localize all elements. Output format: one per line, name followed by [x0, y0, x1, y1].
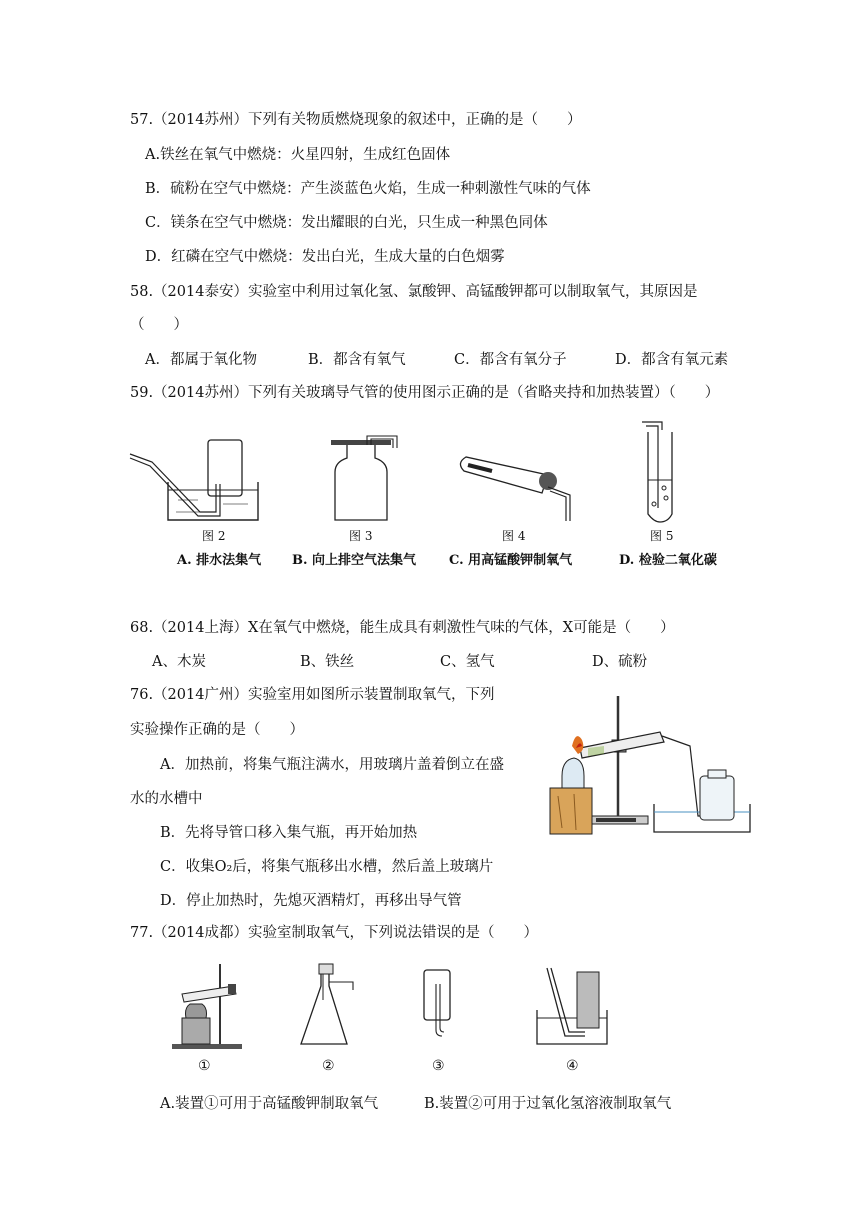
q77-apparatus-3-diagram: [418, 964, 458, 1044]
q76-stem-line1: 76.（2014广州）实验室用如图所示装置制取氧气，下列: [130, 687, 495, 703]
fig2-water-displacement-diagram: [128, 432, 268, 524]
fig5-caption: 图 5: [650, 529, 674, 543]
q57-stem: 57.（2014苏州）下列有关物质燃烧现象的叙述中，正确的是（ ）: [130, 112, 582, 128]
q76-option-d: D．停止加热时，先熄灭酒精灯，再移出导气管: [160, 893, 462, 909]
q77-stem: 77.（2014成都）实验室制取氧气，下列说法错误的是（ ）: [130, 925, 538, 941]
fig4-caption: 图 4: [502, 529, 526, 543]
fig4-test-tube-heating-diagram: [452, 445, 587, 525]
fig2-caption: 图 2: [202, 529, 226, 543]
q77-apparatus-4-diagram: [533, 962, 613, 1050]
q58-stem: 58.（2014泰安）实验室中利用过氧化氢、氯酸钾、高锰酸钾都可以制取氧气，其原因是: [130, 284, 698, 300]
q76-option-a-line1: A．加热前，将集气瓶注满水，用玻璃片盖着倒立在盛: [160, 757, 504, 773]
fig3-caption: 图 3: [349, 529, 373, 543]
q59-option-c: C. 用高锰酸钾制氧气: [449, 553, 573, 568]
q59-option-b: B. 向上排空气法集气: [292, 553, 417, 568]
q76-apparatus-diagram: [540, 688, 756, 844]
q68-option-a: A、木炭: [152, 654, 206, 670]
q68-stem: 68.（2014上海）X在氧气中燃烧，能生成具有刺激性气味的气体，X可能是（ ）: [130, 620, 675, 636]
q59-stem: 59.（2014苏州）下列有关玻璃导气管的使用图示正确的是（省略夹持和加热装置）（ ）: [130, 385, 720, 401]
q77-apparatus-2-diagram: [293, 960, 363, 1052]
q77-apparatus-1-diagram: [168, 960, 248, 1052]
q58-option-b: B．都含有氧气: [308, 352, 406, 368]
q77-option-a: A.装置①可用于高锰酸钾制取氧气: [160, 1096, 379, 1112]
q77-fig-label-3: ③: [432, 1058, 445, 1074]
q77-fig-label-2: ②: [322, 1058, 335, 1074]
q57-option-a: A.铁丝在氧气中燃烧：火星四射，生成红色固体: [145, 147, 451, 163]
q68-option-b: B、铁丝: [300, 654, 355, 670]
q57-option-d: D．红磷在空气中燃烧：发出白光，生成大量的白色烟雾: [145, 249, 505, 265]
q59-option-a: A. 排水法集气: [177, 553, 262, 568]
q68-option-c: C、氢气: [440, 654, 495, 670]
fig5-co2-test-diagram: [636, 418, 686, 524]
q58-stem-cont: （ ）: [130, 317, 188, 333]
q77-option-b: B.装置②可用于过氧化氢溶液制取氧气: [424, 1096, 672, 1112]
fig3-upward-air-bottle-diagram: [325, 434, 415, 524]
q76-option-b: B．先将导管口移入集气瓶，再开始加热: [160, 825, 418, 841]
q58-option-a: A．都属于氧化物: [145, 352, 257, 368]
q57-option-b: B．硫粉在空气中燃烧：产生淡蓝色火焰，生成一种刺激性气味的气体: [145, 181, 591, 197]
q57-option-c: C．镁条在空气中燃烧：发出耀眼的白光，只生成一种黑色同体: [145, 215, 548, 231]
q77-fig-label-4: ④: [566, 1058, 579, 1074]
q76-option-c: C．收集O₂后，将集气瓶移出水槽，然后盖上玻璃片: [160, 859, 494, 875]
q58-option-c: C．都含有氧分子: [454, 352, 567, 368]
q76-option-a-line2: 水的水槽中: [130, 791, 203, 807]
q59-option-d: D. 检验二氧化碳: [619, 553, 717, 568]
q77-fig-label-1: ①: [198, 1058, 211, 1074]
q58-option-d: D．都含有氧元素: [615, 352, 729, 368]
q68-option-d: D、硫粉: [592, 654, 648, 670]
q76-stem-line2: 实验操作正确的是（ ）: [130, 722, 304, 738]
